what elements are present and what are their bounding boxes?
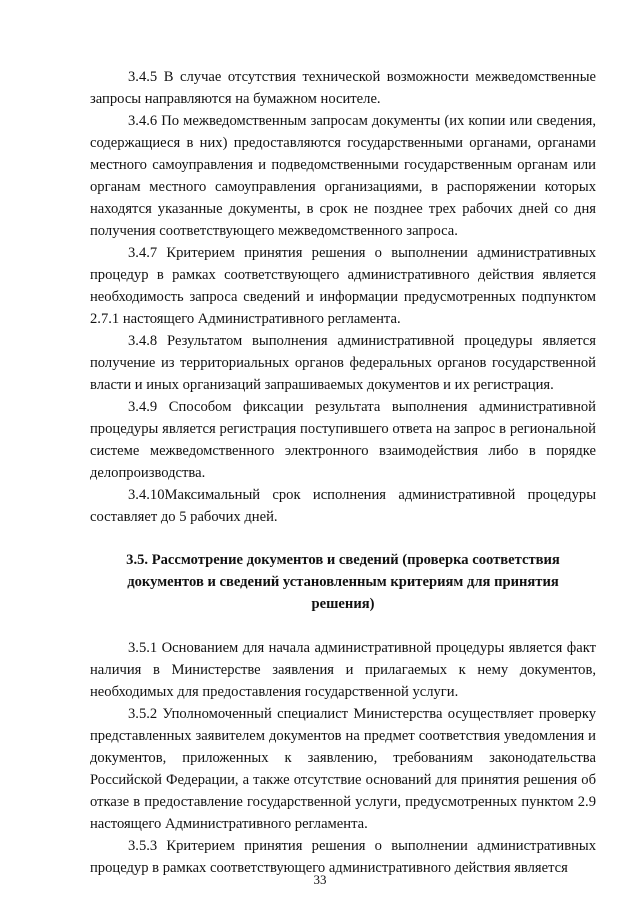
section-heading-line-3: решения) — [311, 596, 375, 612]
paragraph-3-4-10: 3.4.10Максимальный срок исполнения административной процедуры составляет до 5 рабочих дней. — [90, 487, 596, 525]
paragraph-3-4-7: 3.4.7 Критерием принятия решения о выполнении административных процедур в рамках соответствующего административного действия является необходимость запроса сведений и информации предусмотренных подпунктом 2.7.1 настоящего Административного регламента. — [90, 245, 596, 327]
document-page — [90, 66, 596, 879]
paragraph-3-4-5: 3.4.5 В случае отсутствия технической возможности межведомственные запросы направляются на бумажном носителе. — [90, 69, 596, 107]
section-heading-line-1: 3.5. Рассмотрение документов и сведений (проверка соответствия — [126, 552, 560, 568]
spacer — [90, 615, 596, 637]
paragraph-3-4-6: 3.4.6 По межведомственным запросам документы (их копии или сведения, содержащиеся в них) предоставляются государственными органами, органами местного самоуправления и подведомственными государственным органам или органам местного самоуправления организациями, в распоряжении которых находятся указанные документы, в срок не позднее трех рабочих дней со дня получения соответствующего межведомственного запроса. — [90, 113, 596, 239]
paragraph-3-4-8: 3.4.8 Результатом выполнения административной процедуры является получение из территориальных органов федеральных органов государственной власти и иных организаций запрашиваемых документов и их регистрация. — [90, 333, 596, 393]
paragraph-3-5-3: 3.5.3 Критерием принятия решения о выполнении административных процедур в рамках соответствующего административного действия является — [90, 838, 596, 876]
section-heading-line-2: документов и сведений установленным критериям для принятия — [127, 574, 559, 590]
page-number: 33 — [313, 872, 327, 887]
paragraph-3-5-2: 3.5.2 Уполномоченный специалист Министерства осуществляет проверку представленных заявителем документов на предмет соответствия уведомления и документов, приложенных к заявлению, требованиям законодательства Российской Федерации, а также отсутствие оснований для принятия решения об отказе в предоставление государственной услуги, предусмотренных пунктом 2.9 настоящего Административного регламента. — [90, 706, 596, 832]
section-heading-3-5 — [90, 549, 596, 615]
paragraph-3-4-9: 3.4.9 Способом фиксации результата выполнения административной процедуры является регистрация поступившего ответа на запрос в региональной системе межведомственного электронного взаимодействия либо в порядке делопроизводства. — [90, 399, 596, 481]
paragraph-3-5-1: 3.5.1 Основанием для начала административной процедуры является факт наличия в Министерстве заявления и прилагаемых к нему документов, необходимых для предоставления государственной услуги. — [90, 640, 596, 700]
